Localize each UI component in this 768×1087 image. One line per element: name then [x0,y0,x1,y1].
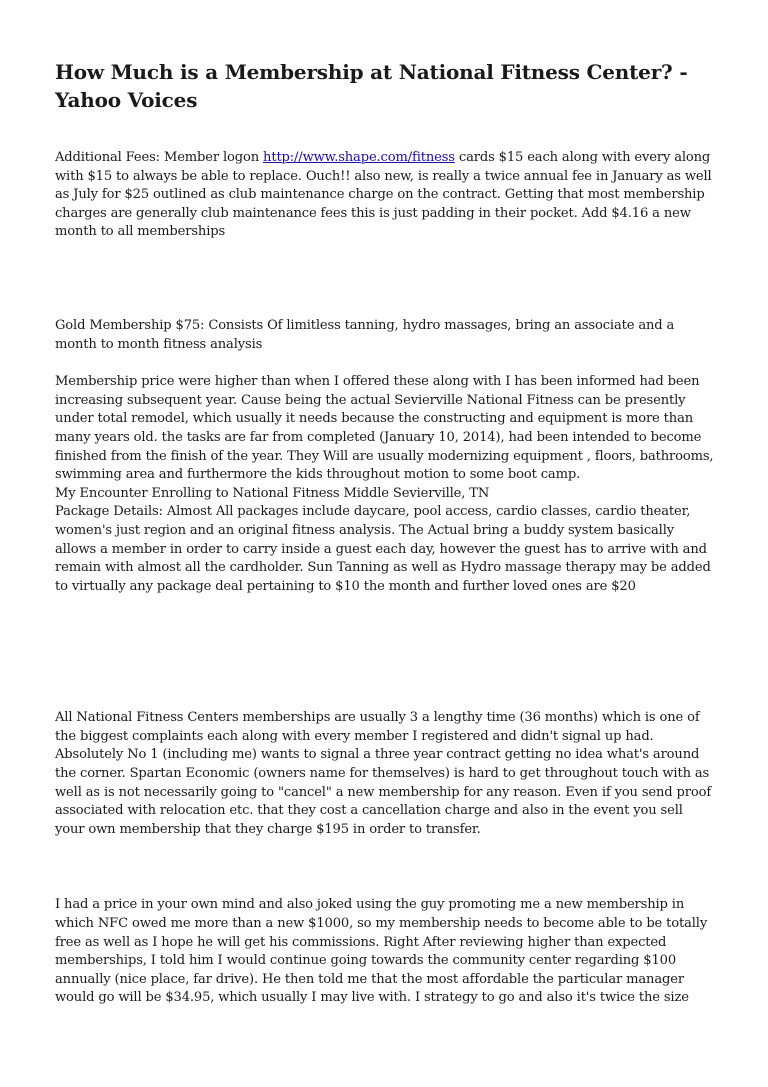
paragraph-encounter-heading: My Encounter Enrolling to National Fitness Middle Sevierville, TN [55,485,490,501]
paragraph-membership-price: Membership price were higher than when I offered these along with I has been informed had been increasing subsequent year. Cause being the actual Sevierville National Fitness can be presently under total remodel, which usually it needs because the constructing and equipment is more than many years old. the tasks are far from completed (January 10, 2014), had been intended to become finished from the finish of the year. They Will are usually modernizing equipment , floors, bathrooms, swimming area and furthermore the kids throughout motion to some boot camp. [55,374,714,483]
paragraph-text: Additional Fees: Member logon [55,150,264,165]
paragraph-memberships-length: All National Fitness Centers memberships are usually 3 a lengthy time (36 months) which is one of the biggest complaints each along with every member I registered and didn't signal up had. Absolutely No 1 (including me) wants to signal a three year contract getting no idea what's around the corner. Spartan Economic (owners name for themselves) is hard to get throughout touch with as well as is not necessarily going to "cancel" a new membership for any reason. Even if you send proof associated with relocation etc. that they cost a cancellation charge and also in the event you sell your own membership that they charge $195 in order to transfer. [55,710,712,837]
paragraph-gold-membership: Gold Membership $75: Consists Of limitless tanning, hydro massages, bring an associate and a month to month fitness analysis [55,317,675,352]
paragraph-additional-fees [55,149,715,242]
paragraph-text: cards $15 each along with every along with $15 to always be able to replace. Ouch!! also new, is really a twice annual fee in January as well as July for $25 outlined as club maintenance charge on the contract. Getting that most membership charges are generally club maintenance fees this is just padding in their pocket. Add $4.16 a new month to all memberships [55,150,712,240]
shape-fitness-link[interactable]: http://www.shape.com/fitness [263,150,455,165]
page-title: How Much is a Membership at National Fitness Center? - Yahoo Voices [55,60,688,112]
document-page [55,58,715,1008]
paragraph-price-in-mind: I had a price in your own mind and also joked using the guy promoting me a new membership in which NFC owed me more than a new $1000, so my membership needs to become able to be totally free as well as I hope he will get his commissions. Right After reviewing higher than expected memberships, I told him I would continue going towards the community center regarding $100 annually (nice place, far drive). He then told me that the most affordable the particular manager would go will be $34.95, which usually I may live with. I strategy to go and also it's twice the size [55,897,708,1006]
paragraph-package-details: Package Details: Almost All packages include daycare, pool access, cardio classes, cardio theater, women's just region and an original fitness analysis. The Actual bring a buddy system basically allows a member in order to carry inside a guest each day, however the guest has to arrive with and remain with almost all the cardholder. Sun Tanning as well as Hydro massage therapy may be added to virtually any package deal pertaining to $10 the month and further loved ones are $20 [55,504,711,594]
